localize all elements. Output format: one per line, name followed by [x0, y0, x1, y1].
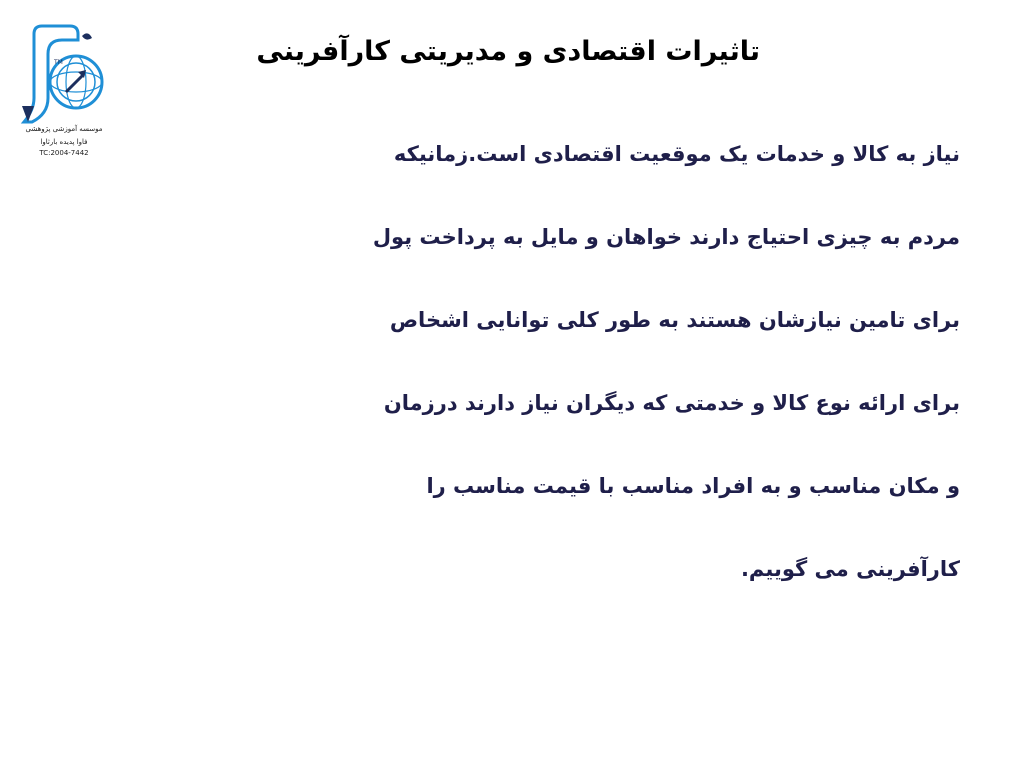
trademark-mark: TM: [54, 59, 63, 66]
body-line-1: نیاز به کالا و خدمات یک موقعیت اقتصادی است.زمانیکه: [393, 142, 960, 166]
body-line-5: و مکان مناسب و به افراد مناسب با قیمت مناسب را: [426, 474, 960, 498]
body-line-2: مردم به چیزی احتیاج دارند خواهان و مایل به پرداخت پول: [372, 225, 960, 249]
body-line-4: برای ارائه نوع کالا و خدمتی که دیگران نیاز دارند درزمان: [383, 391, 960, 415]
logo-institute-subtitle: فاوا پدیده بارثاوا: [40, 138, 88, 146]
slide-body: [300, 134, 960, 632]
logo-institute-name: موسسه آموزشی پژوهشی: [25, 125, 103, 133]
body-line-3: برای تامین نیازشان هستند به طور کلی توانایی اشخاص: [389, 308, 960, 332]
institute-emblem-icon: [12, 18, 116, 126]
slide-title: تاثیرات اقتصادی و مدیریتی کارآفرینی: [256, 36, 760, 67]
logo-registration-code: TC:2004-7442: [39, 149, 89, 157]
institute-logo: [12, 18, 116, 166]
body-line-6: کارآفرینی می گوییم.: [740, 557, 960, 581]
